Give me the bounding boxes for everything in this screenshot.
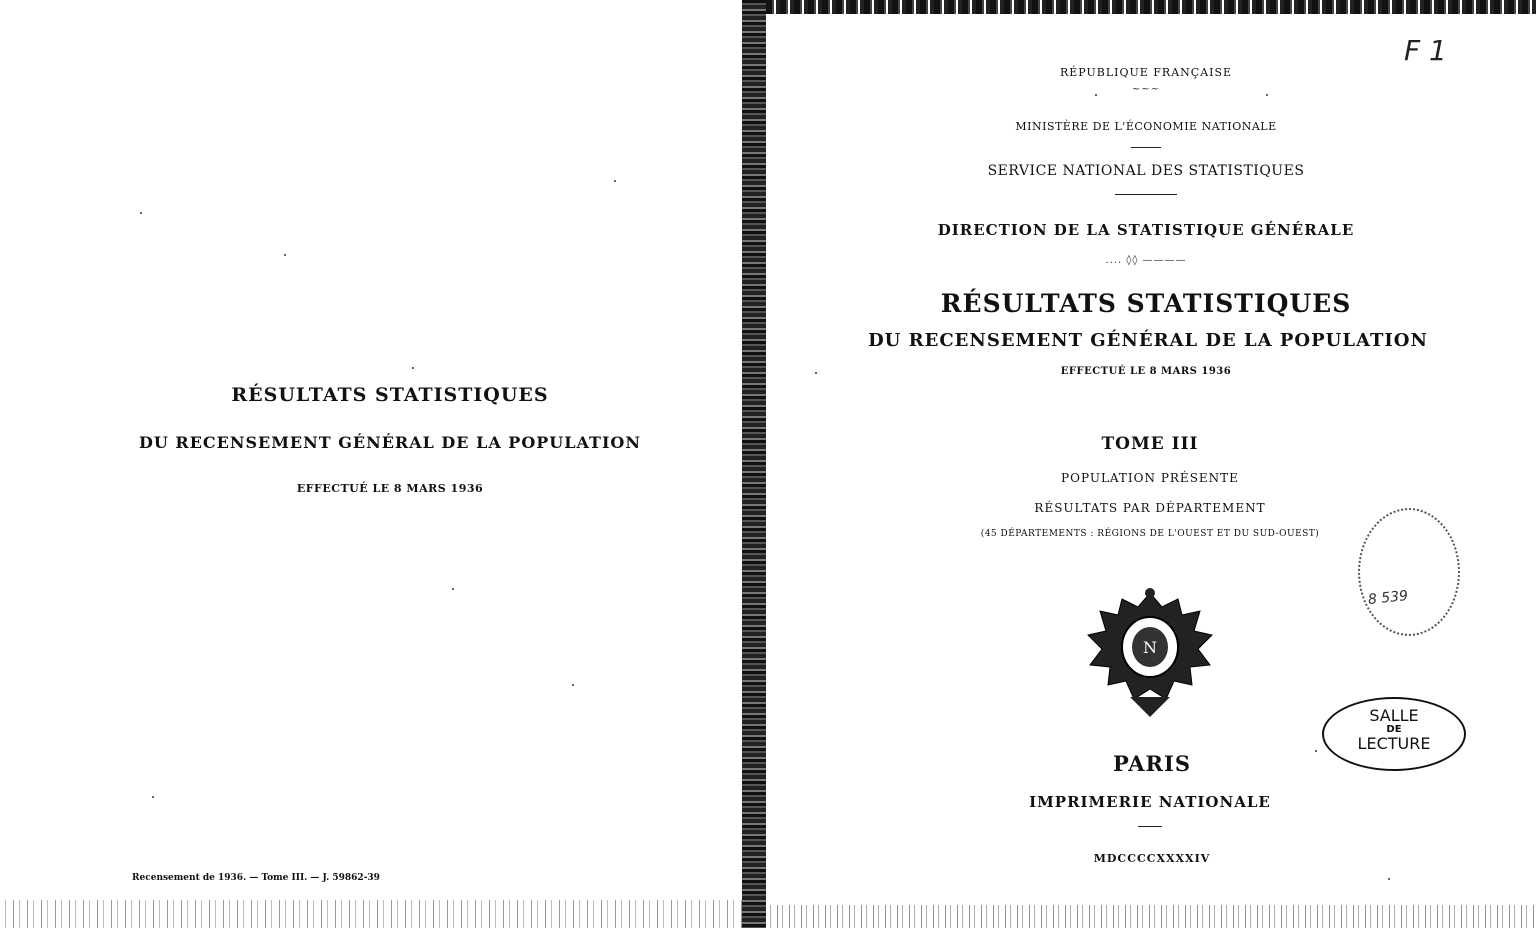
city-heading: PARIS bbox=[1113, 751, 1191, 776]
ornament-divider: ~~~ bbox=[1131, 84, 1161, 95]
divider-rule bbox=[1115, 194, 1177, 195]
ministry-heading: MINISTÈRE DE L'ÉCONOMIE NATIONALE bbox=[1015, 120, 1277, 133]
right-page-top-edge bbox=[766, 0, 1536, 14]
scan-speck bbox=[140, 212, 142, 214]
results-heading: RÉSULTATS PAR DÉPARTEMENT bbox=[1034, 501, 1266, 515]
stamp-line-3: LECTURE bbox=[1357, 734, 1431, 753]
left-footer: Recensement de 1936. — Tome III. — J. 59862-39 bbox=[132, 873, 380, 883]
scan-speck bbox=[572, 684, 574, 686]
eagle-coat-of-arms-icon bbox=[1082, 585, 1218, 725]
scan-speck bbox=[284, 254, 286, 256]
scan-speck bbox=[152, 796, 154, 798]
book-spine bbox=[742, 0, 766, 928]
left-page bbox=[0, 0, 745, 928]
right-subtitle: DU RECENSEMENT GÉNÉRAL DE LA POPULATION bbox=[868, 330, 1428, 351]
library-circle-stamp bbox=[1358, 508, 1460, 636]
divider-rule bbox=[1131, 147, 1161, 148]
reading-room-stamp bbox=[1322, 697, 1466, 771]
divider-rule bbox=[1138, 826, 1162, 827]
stamp-line-1: SALLE bbox=[1369, 706, 1419, 725]
right-page-edge bbox=[766, 905, 1536, 928]
right-date-line: EFFECTUÉ LE 8 MARS 1936 bbox=[1060, 366, 1232, 377]
year-roman: MDCCCCXXXXIV bbox=[1093, 852, 1211, 865]
circle-stamp-number: 8 539 bbox=[1367, 587, 1409, 609]
service-heading: SERVICE NATIONAL DES STATISTIQUES bbox=[987, 163, 1305, 179]
svg-text:N: N bbox=[1143, 638, 1157, 657]
direction-heading: DIRECTION DE LA STATISTIQUE GÉNÉRALE bbox=[937, 221, 1355, 239]
scan-speck bbox=[1266, 94, 1268, 96]
left-subtitle: DU RECENSEMENT GÉNÉRAL DE LA POPULATION bbox=[139, 433, 641, 452]
scan-speck bbox=[1315, 750, 1317, 752]
tome-heading: TOME III bbox=[1101, 434, 1199, 454]
population-heading: POPULATION PRÉSENTE bbox=[1061, 471, 1239, 485]
scan-speck bbox=[1388, 878, 1390, 880]
scan-speck bbox=[614, 180, 616, 182]
departments-note: (45 DÉPARTEMENTS : RÉGIONS DE L'OUEST ET DU SUD-OUEST) bbox=[980, 529, 1320, 539]
left-date-line: EFFECTUÉ LE 8 MARS 1936 bbox=[296, 482, 484, 495]
printer-heading: IMPRIMERIE NATIONALE bbox=[1029, 793, 1271, 811]
handwritten-mark: F 1 bbox=[1404, 34, 1447, 67]
left-title: RÉSULTATS STATISTIQUES bbox=[231, 384, 549, 406]
scan-speck bbox=[815, 372, 817, 374]
stamp-line-2: DE bbox=[1386, 724, 1402, 735]
scan-speck bbox=[1095, 94, 1097, 96]
ornament-divider: .... ◊◊ ———— bbox=[1105, 255, 1187, 266]
right-title: RÉSULTATS STATISTIQUES bbox=[940, 289, 1352, 318]
scan-speck bbox=[452, 588, 454, 590]
republic-heading: RÉPUBLIQUE FRANÇAISE bbox=[1059, 66, 1233, 79]
scan-speck bbox=[412, 367, 414, 369]
left-page-edge bbox=[0, 900, 742, 928]
